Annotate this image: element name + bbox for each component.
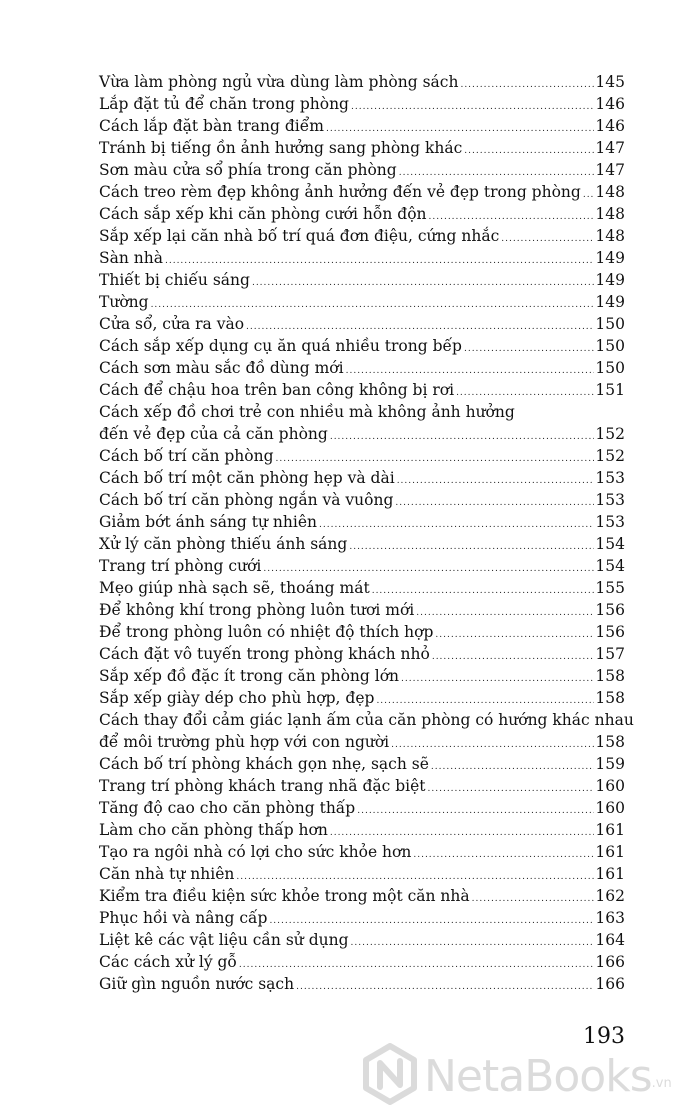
dot-leader — [165, 257, 594, 266]
dot-leader — [428, 785, 595, 794]
toc-entry-line — [99, 247, 625, 269]
toc-entry-title: Mẹo giúp nhà sạch sẽ, thoáng mát — [99, 579, 370, 597]
toc-entry-page: 156 — [595, 623, 625, 641]
toc-entry-page: 154 — [595, 557, 625, 575]
toc-entry-page: 150 — [595, 315, 625, 333]
toc-entry-line — [99, 665, 625, 687]
toc-entry-page: 155 — [595, 579, 625, 597]
toc-entry-line — [99, 467, 625, 489]
toc-entry-page: 146 — [595, 95, 625, 113]
toc-entry-line — [99, 159, 625, 181]
dot-leader — [151, 301, 595, 310]
dot-leader — [416, 609, 594, 618]
toc-entry-title: Sàn nhà — [99, 249, 163, 267]
toc-entry-title: để môi trường phù hợp với con người — [99, 733, 390, 751]
toc-entry — [99, 599, 625, 621]
toc-entry-page: 151 — [595, 381, 625, 399]
dot-leader — [413, 851, 594, 860]
toc-entry — [99, 687, 625, 709]
toc-entry-page: 153 — [595, 491, 625, 509]
toc-entry-title: Cách lắp đặt bàn trang điểm — [99, 117, 324, 135]
toc-entry-line — [99, 115, 625, 137]
toc-entry-page: 158 — [595, 689, 625, 707]
toc-entry-title: Làm cho căn phòng thấp hơn — [99, 821, 328, 839]
toc-entry-line — [99, 951, 625, 973]
page-number: 193 — [583, 1024, 625, 1049]
toc-entry-page: 158 — [595, 733, 625, 751]
toc-entry — [99, 401, 625, 445]
toc-entry-title-line1: Cách thay đổi cảm giác lạnh ấm của căn phòng có hướng khác nhau — [99, 711, 634, 729]
toc-entry-page: 149 — [595, 271, 625, 289]
toc-entry-title: đến vẻ đẹp của cả căn phòng — [99, 425, 328, 443]
toc-entry — [99, 555, 625, 577]
toc-entry-line — [99, 489, 625, 511]
toc-entry-page: 149 — [595, 249, 625, 267]
netabooks-logo-icon — [362, 1043, 418, 1109]
toc-entry — [99, 247, 625, 269]
toc-entry-title: Kiểm tra điều kiện sức khỏe trong một căn nhà — [99, 887, 470, 905]
toc-entry-line — [99, 775, 625, 797]
toc-entry-page: 158 — [595, 667, 625, 685]
toc-entry-page: 150 — [595, 337, 625, 355]
toc-entry-title: Phục hồi và nâng cấp — [99, 909, 268, 927]
toc-entry — [99, 269, 625, 291]
toc-entry-line — [99, 687, 625, 709]
toc-entry-page: 146 — [595, 117, 625, 135]
toc-entry-line — [99, 71, 625, 93]
dot-leader — [269, 917, 594, 926]
dot-leader — [432, 653, 595, 662]
toc-entry-line — [99, 225, 625, 247]
toc-entry — [99, 93, 625, 115]
dot-leader — [401, 675, 594, 684]
toc-entry-page: 156 — [595, 601, 625, 619]
toc-entry-page: 147 — [595, 139, 625, 157]
toc-entry-line — [99, 797, 625, 819]
toc-entry-page: 153 — [595, 513, 625, 531]
toc-entry — [99, 313, 625, 335]
toc-entry-title: Cách bố trí căn phòng — [99, 447, 274, 465]
dot-leader — [236, 873, 594, 882]
toc-entry-page: 166 — [595, 953, 625, 971]
toc-entry-line — [99, 555, 625, 577]
toc-entry-line — [99, 973, 625, 995]
watermark-suffix: .vn — [651, 1076, 672, 1091]
toc-entry — [99, 137, 625, 159]
watermark — [362, 1043, 672, 1109]
toc-entry — [99, 225, 625, 247]
toc-entry-title: Vừa làm phòng ngủ vừa dùng làm phòng sách — [99, 73, 459, 91]
toc-entry — [99, 907, 625, 929]
toc-entry-title: Căn nhà tự nhiên — [99, 865, 235, 883]
toc-entry-title: Cách sơn màu sắc đồ dùng mới — [99, 359, 344, 377]
toc-entry — [99, 511, 625, 533]
toc-entry — [99, 885, 625, 907]
toc-entry-title: Cách bố trí căn phòng ngắn và vuông — [99, 491, 394, 509]
toc-entry-line — [99, 599, 625, 621]
toc-entry-line — [99, 863, 625, 885]
toc-entry — [99, 841, 625, 863]
toc-entry-title: Lắp đặt tủ để chăn trong phòng — [99, 95, 349, 113]
toc-entry-title: Tường — [99, 293, 149, 311]
dot-leader — [276, 455, 595, 464]
toc-entry-line — [99, 335, 625, 357]
toc-entry-line — [99, 511, 625, 533]
dot-leader — [357, 807, 594, 816]
watermark-text: NetaBooks — [424, 1050, 652, 1102]
toc-entry-line — [99, 907, 625, 929]
toc-entry-page: 166 — [595, 975, 625, 993]
dot-leader — [464, 345, 594, 354]
dot-leader — [397, 477, 595, 486]
toc-entry-title: Cách sắp xếp khi căn phòng cưới hỗn độn — [99, 205, 427, 223]
toc-entry-title: Các cách xử lý gỗ — [99, 953, 237, 971]
toc-entry-page: 160 — [595, 777, 625, 795]
dot-leader — [464, 147, 594, 156]
toc-entry-title: Trang trí phòng cưới — [99, 557, 262, 575]
dot-leader — [501, 235, 594, 244]
toc-entry-page: 159 — [595, 755, 625, 773]
toc-entry-line — [99, 731, 625, 753]
toc-entry-line — [99, 423, 625, 445]
toc-entry-page: 164 — [595, 931, 625, 949]
toc-entry-line — [99, 269, 625, 291]
dot-leader — [349, 543, 594, 552]
dot-leader — [431, 763, 595, 772]
toc-entry-line — [99, 313, 625, 335]
dot-leader — [435, 631, 594, 640]
toc-entry — [99, 753, 625, 775]
dot-leader — [399, 169, 595, 178]
toc-entry-page: 152 — [595, 425, 625, 443]
dot-leader — [326, 125, 594, 134]
dot-leader — [319, 521, 594, 530]
toc-entry-title: Sắp xếp giày dép cho phù hợp, đẹp — [99, 689, 375, 707]
toc-entry-line — [99, 577, 625, 599]
toc-entry — [99, 819, 625, 841]
toc-entry — [99, 115, 625, 137]
toc-entry-title: Liệt kê các vật liệu cần sử dụng — [99, 931, 349, 949]
toc-entry — [99, 951, 625, 973]
toc-entry-title: Cách bố trí phòng khách gọn nhẹ, sạch sẽ — [99, 755, 429, 773]
toc-entry-title: Tránh bị tiếng ồn ảnh hưởng sang phòng khác — [99, 139, 463, 157]
dot-leader — [460, 81, 594, 90]
dot-leader — [351, 103, 594, 112]
toc-entry — [99, 863, 625, 885]
toc-entry-title: Giảm bớt ánh sáng tự nhiên — [99, 513, 317, 531]
toc-entry-title: Tăng độ cao cho căn phòng thấp — [99, 799, 356, 817]
toc-entry-title: Cách để chậu hoa trên ban công không bị rơi — [99, 381, 455, 399]
dot-leader — [330, 829, 595, 838]
toc-entry-title: Cách đặt vô tuyến trong phòng khách nhỏ — [99, 645, 430, 663]
toc-entry-title: Để trong phòng luôn có nhiệt độ thích hợp — [99, 623, 434, 641]
toc-entry-page: 161 — [595, 865, 625, 883]
toc-entry — [99, 335, 625, 357]
toc-entry-line — [99, 137, 625, 159]
toc-entry — [99, 357, 625, 379]
toc-entry-title: Cách sắp xếp dụng cụ ăn quá nhiều trong bếp — [99, 337, 462, 355]
toc-entry-title: Sơn màu cửa sổ phía trong căn phòng — [99, 161, 397, 179]
toc-entry-page: 161 — [595, 843, 625, 861]
toc-entry — [99, 181, 625, 203]
dot-leader — [583, 191, 595, 200]
toc-entry-page: 163 — [595, 909, 625, 927]
dot-leader — [346, 367, 595, 376]
toc-entry-title: Tạo ra ngôi nhà có lợi cho sức khỏe hơn — [99, 843, 412, 861]
dot-leader — [456, 389, 594, 398]
toc-entry — [99, 445, 625, 467]
dot-leader — [330, 433, 595, 442]
toc-entry-line — [99, 885, 625, 907]
toc-entry-line — [99, 621, 625, 643]
toc-entry-page: 149 — [595, 293, 625, 311]
dot-leader — [376, 697, 594, 706]
toc-entry-page: 148 — [595, 183, 625, 201]
toc-entry — [99, 665, 625, 687]
toc-entry-line — [99, 357, 625, 379]
toc-entry-page: 157 — [595, 645, 625, 663]
toc-entry-line — [99, 203, 625, 225]
toc-entry-title: Trang trí phòng khách trang nhã đặc biệt — [99, 777, 426, 795]
toc-entry-line — [99, 643, 625, 665]
toc-entry — [99, 533, 625, 555]
toc-entry-line — [99, 181, 625, 203]
toc-entry — [99, 797, 625, 819]
toc-entry — [99, 621, 625, 643]
toc-entry-line — [99, 291, 625, 313]
dot-leader — [239, 961, 594, 970]
toc-entry-title: Xử lý căn phòng thiếu ánh sáng — [99, 535, 348, 553]
toc-entry — [99, 775, 625, 797]
dot-leader — [372, 587, 595, 596]
dot-leader — [429, 213, 595, 222]
toc-entry-line — [99, 819, 625, 841]
toc-entry-title: Sắp xếp lại căn nhà bố trí quá đơn điệu, cứng nhắc — [99, 227, 500, 245]
toc-entry — [99, 467, 625, 489]
toc-entry-title: Thiết bị chiếu sáng — [99, 271, 250, 289]
toc-entry — [99, 577, 625, 599]
toc-entry — [99, 643, 625, 665]
toc-entry-page: 148 — [595, 205, 625, 223]
toc-entry-page: 154 — [595, 535, 625, 553]
dot-leader — [296, 983, 594, 992]
dot-leader — [351, 939, 595, 948]
toc-entry — [99, 973, 625, 995]
toc-entry — [99, 291, 625, 313]
toc-entry-title: Giữ gìn nguồn nước sạch — [99, 975, 295, 993]
toc-entry-page: 145 — [595, 73, 625, 91]
dot-leader — [263, 565, 594, 574]
toc-entry-title: Cửa sổ, cửa ra vào — [99, 315, 245, 333]
toc-entry-title: Sắp xếp đồ đặc ít trong căn phòng lớn — [99, 667, 400, 685]
toc-entry-line — [99, 93, 625, 115]
toc-entry-line — [99, 445, 625, 467]
table-of-contents — [99, 71, 634, 995]
toc-entry-page: 153 — [595, 469, 625, 487]
dot-leader — [252, 279, 594, 288]
toc-entry-line — [99, 929, 625, 951]
toc-entry — [99, 489, 625, 511]
toc-entry-line — [99, 841, 625, 863]
toc-entry-title: Để không khí trong phòng luôn tươi mới — [99, 601, 415, 619]
toc-entry — [99, 709, 634, 753]
toc-entry-title-line1: Cách xếp đồ chơi trẻ con nhiều mà không ảnh hưởng — [99, 403, 515, 421]
dot-leader — [246, 323, 594, 332]
toc-entry-page: 147 — [595, 161, 625, 179]
toc-entry-page: 148 — [595, 227, 625, 245]
toc-entry — [99, 379, 625, 401]
toc-entry — [99, 159, 625, 181]
toc-entry-page: 161 — [595, 821, 625, 839]
toc-entry-page: 152 — [595, 447, 625, 465]
toc-entry-page: 162 — [595, 887, 625, 905]
toc-entry — [99, 929, 625, 951]
dot-leader — [472, 895, 595, 904]
toc-entry — [99, 71, 625, 93]
dot-leader — [391, 741, 594, 750]
toc-entry-line — [99, 379, 625, 401]
toc-entry-line — [99, 533, 625, 555]
dot-leader — [395, 499, 594, 508]
toc-entry-line — [99, 753, 625, 775]
toc-entry — [99, 203, 625, 225]
toc-entry-title: Cách treo rèm đẹp không ảnh hưởng đến vẻ đẹp trong phòng — [99, 183, 581, 201]
toc-entry-title: Cách bố trí một căn phòng hẹp và dài — [99, 469, 395, 487]
toc-entry-page: 160 — [595, 799, 625, 817]
toc-entry-page: 150 — [595, 359, 625, 377]
